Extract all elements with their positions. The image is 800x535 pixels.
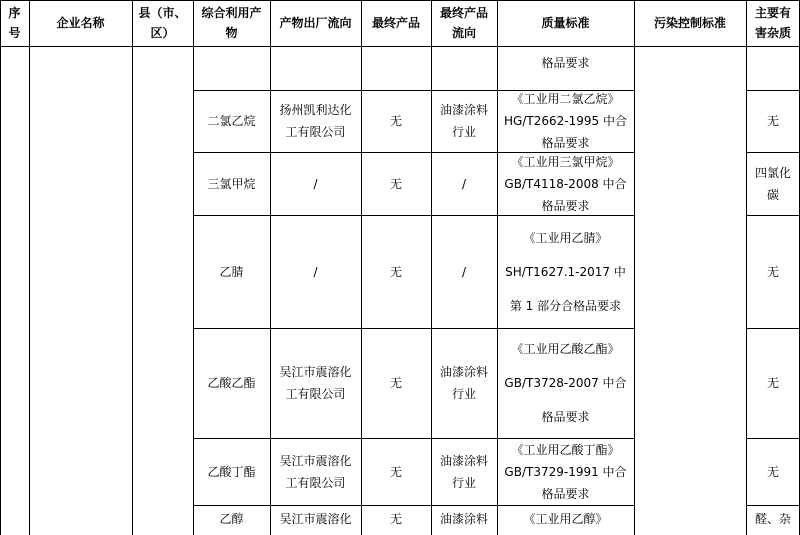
header-company-label: 企业名称 — [56, 16, 105, 30]
quality-cell-text: 《工业用乙酸丁酯》 — [511, 442, 620, 457]
header-final-flow-line2: 流向 — [451, 26, 476, 40]
quality-cell — [497, 328, 634, 438]
impurity-cell-text: 无 — [766, 114, 779, 128]
final-product-cell-text: 无 — [389, 114, 402, 128]
quality-cell-text: SH/T1627.1-2017 中 — [505, 264, 626, 279]
byproduct-cell-text: 三氯甲烷 — [207, 176, 256, 191]
flow-cell — [270, 328, 361, 438]
header-serial-line1: 序 — [8, 6, 21, 20]
header-pollution — [634, 0, 746, 46]
quality-cell-text: GB/T3729-1991 中合 — [504, 464, 627, 479]
flow-cell — [270, 438, 361, 505]
byproduct-cell — [193, 90, 270, 152]
quality-cell-text: 《工业用乙酸乙酯》 — [511, 342, 620, 356]
header-quality — [497, 0, 634, 46]
impurity-cell — [746, 46, 800, 90]
final-flow-cell-text: 油漆涂料 — [439, 512, 488, 526]
header-final-flow-line1: 最终产品 — [439, 6, 488, 20]
byproduct-cell — [193, 505, 270, 535]
header-serial — [0, 0, 29, 46]
final-product-cell — [361, 215, 431, 328]
quality-cell — [497, 215, 634, 328]
quality-cell-text: 格品要求 — [541, 410, 590, 424]
quality-cell-text: 格品要求 — [541, 486, 590, 501]
column-divider — [0, 0, 1, 535]
byproduct-cell-text: 乙酸丁酯 — [207, 464, 256, 479]
quality-cell-text: 《工业用三氯甲烷》 — [511, 154, 620, 169]
flow-cell — [270, 215, 361, 328]
byproduct-cell — [193, 328, 270, 438]
final-product-cell — [361, 46, 431, 90]
flow-cell — [270, 505, 361, 535]
final-product-cell — [361, 505, 431, 535]
impurity-cell-text: 无 — [766, 376, 779, 390]
final-product-cell-text: 无 — [389, 176, 402, 191]
header-final-product — [361, 0, 431, 46]
header-pollution-label: 污染控制标准 — [653, 16, 726, 30]
quality-cell-text: GB/T4118-2008 中合 — [504, 176, 627, 191]
header-byproduct-line1: 综合利用产 — [201, 6, 262, 20]
header-company — [29, 0, 132, 46]
final-flow-cell-text: 油漆涂料 — [439, 103, 488, 117]
final-product-cell — [361, 328, 431, 438]
header-byproduct — [193, 0, 270, 46]
header-serial-line2: 号 — [8, 26, 21, 40]
header-flow-label: 产物出厂流向 — [279, 16, 352, 30]
final-flow-cell-text: / — [461, 176, 467, 191]
byproduct-cell — [193, 215, 270, 328]
quality-cell-text: GB/T3728-2007 中合 — [504, 376, 627, 390]
header-impurity-line1: 主要有 — [754, 6, 791, 20]
quality-cell-text: 《工业用二氯乙烷》 — [511, 92, 620, 106]
impurity-cell — [746, 505, 800, 535]
quality-cell — [497, 438, 634, 505]
byproduct-cell-text: 乙酸乙酯 — [207, 376, 256, 390]
final-flow-cell-text: 油漆涂料 — [439, 453, 488, 468]
final-flow-cell — [431, 328, 497, 438]
flow-cell — [270, 46, 361, 90]
flow-cell-text: 工有限公司 — [285, 387, 346, 401]
quality-cell — [497, 152, 634, 215]
impurity-cell-text: 无 — [766, 464, 779, 479]
byproduct-cell-text: 二氯乙烷 — [207, 114, 256, 128]
flow-cell-text: 工有限公司 — [285, 475, 346, 490]
final-flow-cell — [431, 46, 497, 90]
final-flow-cell-text: / — [461, 264, 467, 279]
flow-cell-text: 扬州凯利达化 — [279, 103, 352, 117]
flow-cell — [270, 152, 361, 215]
impurity-cell — [746, 438, 800, 505]
impurity-cell-text: 四氯化 — [754, 165, 791, 180]
header-flow — [270, 0, 361, 46]
header-county-line2: 区） — [150, 26, 175, 40]
header-final-product-label: 最终产品 — [371, 16, 420, 30]
byproduct-cell — [193, 152, 270, 215]
impurity-cell-text: 无 — [766, 264, 779, 279]
quality-cell-text: 格品要求 — [541, 136, 590, 150]
final-product-cell — [361, 90, 431, 152]
flow-cell-text: / — [313, 264, 318, 279]
impurity-cell — [746, 328, 800, 438]
header-impurity-line2: 害杂质 — [754, 26, 791, 40]
final-flow-cell-text: 行业 — [451, 475, 476, 490]
byproduct-cell — [193, 46, 270, 90]
quality-cell — [497, 505, 634, 535]
final-product-cell-text: 无 — [389, 264, 402, 279]
quality-cell-text: 格品要求 — [541, 198, 590, 213]
byproduct-cell-text: 乙醇 — [219, 512, 244, 526]
byproduct-cell-text: 乙腈 — [219, 264, 244, 279]
header-quality-label: 质量标准 — [541, 16, 590, 30]
column-divider — [132, 0, 133, 535]
final-product-cell-text: 无 — [389, 464, 402, 479]
flow-cell-text: 吴江市震溶化 — [279, 453, 352, 468]
header-county — [132, 0, 193, 46]
final-product-cell-text: 无 — [389, 512, 402, 526]
flow-cell-text: 吴江市震溶化 — [279, 365, 352, 379]
quality-cell-text: 《工业用乙醇》 — [523, 512, 608, 526]
final-flow-cell-text: 行业 — [451, 387, 476, 401]
final-flow-cell-text: 行业 — [451, 125, 476, 139]
final-flow-cell — [431, 90, 497, 152]
flow-cell — [270, 90, 361, 152]
header-county-line1: 县（市、 — [138, 6, 187, 20]
header-impurity — [746, 0, 800, 46]
flow-cell-text: 吴江市震溶化 — [279, 512, 352, 526]
impurity-cell-text: 醛、杂 — [754, 512, 791, 526]
quality-cell-text: 《工业用乙腈》 — [523, 230, 608, 245]
quality-cell-text: HG/T2662-1995 中合 — [504, 114, 627, 128]
impurity-cell — [746, 215, 800, 328]
final-product-cell — [361, 438, 431, 505]
final-flow-cell — [431, 152, 497, 215]
final-flow-cell — [431, 438, 497, 505]
column-divider — [634, 0, 635, 535]
byproduct-cell — [193, 438, 270, 505]
header-byproduct-line2: 物 — [225, 26, 238, 40]
final-product-cell — [361, 152, 431, 215]
final-product-cell-text: 无 — [389, 376, 402, 390]
impurity-cell — [746, 90, 800, 152]
impurity-cell — [746, 152, 800, 215]
quality-cell-text: 格品要求 — [541, 56, 590, 70]
quality-cell-text: 第 1 部分合格品要求 — [509, 298, 622, 313]
final-flow-cell — [431, 215, 497, 328]
final-flow-cell — [431, 505, 497, 535]
flow-cell-text: 工有限公司 — [285, 125, 346, 139]
impurity-cell-text: 碳 — [766, 187, 779, 202]
final-flow-cell-text: 油漆涂料 — [439, 365, 488, 379]
header-final-flow — [431, 0, 497, 46]
flow-cell-text: / — [313, 176, 318, 191]
quality-cell — [497, 90, 634, 152]
column-divider — [29, 0, 30, 535]
quality-cell — [497, 46, 634, 90]
